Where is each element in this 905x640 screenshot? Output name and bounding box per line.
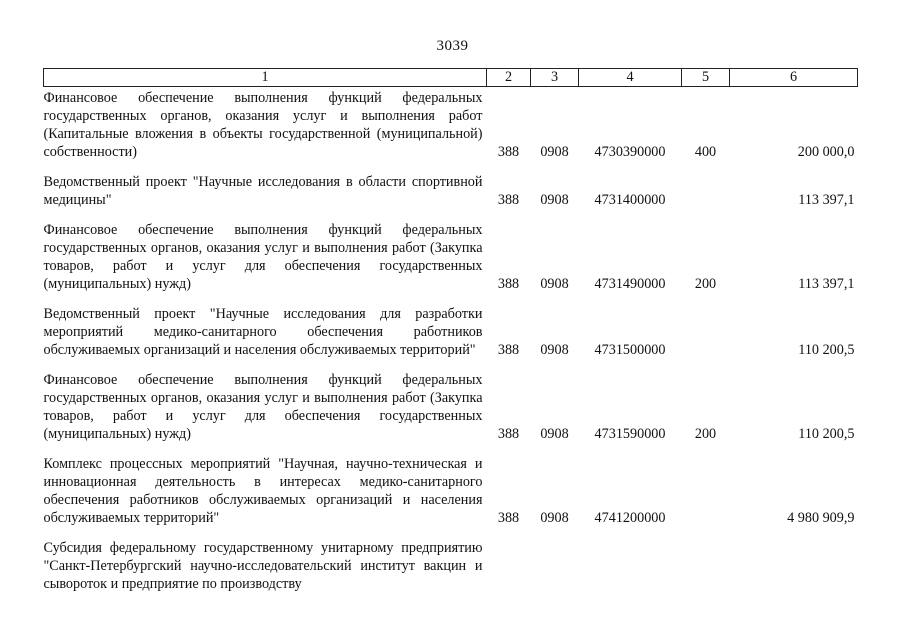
row-col-4: 4730390000 [594,144,666,160]
row-col-5 [682,455,730,527]
row-description: Ведомственный проект "Научные исследования для разработки мероприятий медико-санитарного обеспечения работников обслуживаемых организаций и населения обслуживаемых территорий" [43,306,483,358]
row-amount: 113 397,1 [798,192,855,208]
row-description: Финансовое обеспечение выполнения функций федеральных государственных органов, оказания услуг и выполнения работ (Закупка товаров, работ и услуг для обеспечения государственных (муниципальных) нужд) [43,222,483,292]
row-col-4: 4731490000 [594,276,666,292]
row-description: Субсидия федеральному государственному унитарному предприятию "Санкт-Петербургский научно-исследовательский институт вакцин и сывороток и предприятие по производству [43,540,483,592]
row-spacer-cell [44,161,858,173]
row-spacer-cell [44,527,858,539]
row-col-3: 0908 [540,192,569,208]
row-spacer [44,161,858,173]
table-row [44,305,858,359]
row-col-2: 388 [497,342,520,358]
page-number: 3039 [436,38,469,54]
row-spacer [44,443,858,455]
row-amount: 110 200,5 [798,426,855,442]
table-row [44,221,858,293]
row-col-3: 0908 [540,342,569,358]
row-amount: 110 200,5 [798,342,855,358]
row-spacer [44,527,858,539]
row-amount: 4 980 909,9 [787,510,855,526]
row-col-2: 388 [497,510,520,526]
row-col-5 [682,539,730,593]
header-col-4: 4 [579,69,682,87]
table-row [44,173,858,209]
row-spacer-cell [44,443,858,455]
budget-table [43,68,858,593]
row-col-2: 388 [497,192,520,208]
row-col-2 [487,539,531,593]
header-col-5: 5 [682,69,730,87]
row-spacer-cell [44,359,858,371]
row-col-4 [579,539,682,593]
row-col-3: 0908 [540,276,569,292]
row-spacer [44,209,858,221]
row-description: Комплекс процессных мероприятий "Научная, научно-техническая и инновационная деятельность в интересах медико-санитарного обеспечения работников обслуживаемых организаций и населения обслуживаемых территорий" [43,456,483,526]
row-col-5: 200 [694,276,717,292]
row-description: Ведомственный проект "Научные исследования в области спортивной медицины" [43,174,483,208]
row-col-3: 0908 [540,426,569,442]
table-body [44,87,858,594]
table-row [44,455,858,527]
row-amount: 200 000,0 [797,144,855,160]
table-header-row [44,69,858,87]
row-col-5 [682,173,730,209]
header-col-6: 6 [730,69,858,87]
row-col-5 [682,305,730,359]
row-col-5: 400 [694,144,717,160]
header-col-2: 2 [487,69,531,87]
row-col-2: 388 [497,144,520,160]
row-col-4: 4741200000 [594,510,666,526]
row-spacer [44,359,858,371]
row-col-5: 200 [694,426,717,442]
row-amount: 113 397,1 [798,276,855,292]
row-col-4: 4731500000 [594,342,666,358]
row-col-3 [531,539,579,593]
row-description: Финансовое обеспечение выполнения функций федеральных государственных органов, оказания услуг и выполнения работ (Закупка товаров, работ и услуг для обеспечения государственных (муниципальных) нужд) [43,372,483,442]
table-row [44,371,858,443]
header-col-1: 1 [44,69,487,87]
row-amount [730,539,858,593]
row-col-3: 0908 [540,510,569,526]
row-spacer [44,293,858,305]
table-row [44,89,858,161]
row-spacer-cell [44,209,858,221]
table-row [44,539,858,593]
row-description: Финансовое обеспечение выполнения функций федеральных государственных органов, оказания услуг и выполнения работ (Капитальные вложения в объекты государственной (муниципальной) собственности) [43,90,483,160]
row-col-2: 388 [497,426,520,442]
row-col-3: 0908 [540,144,569,160]
row-spacer-cell [44,293,858,305]
header-col-3: 3 [531,69,579,87]
row-col-4: 4731400000 [594,192,666,208]
row-col-2: 388 [497,276,520,292]
row-col-4: 4731590000 [594,426,666,442]
